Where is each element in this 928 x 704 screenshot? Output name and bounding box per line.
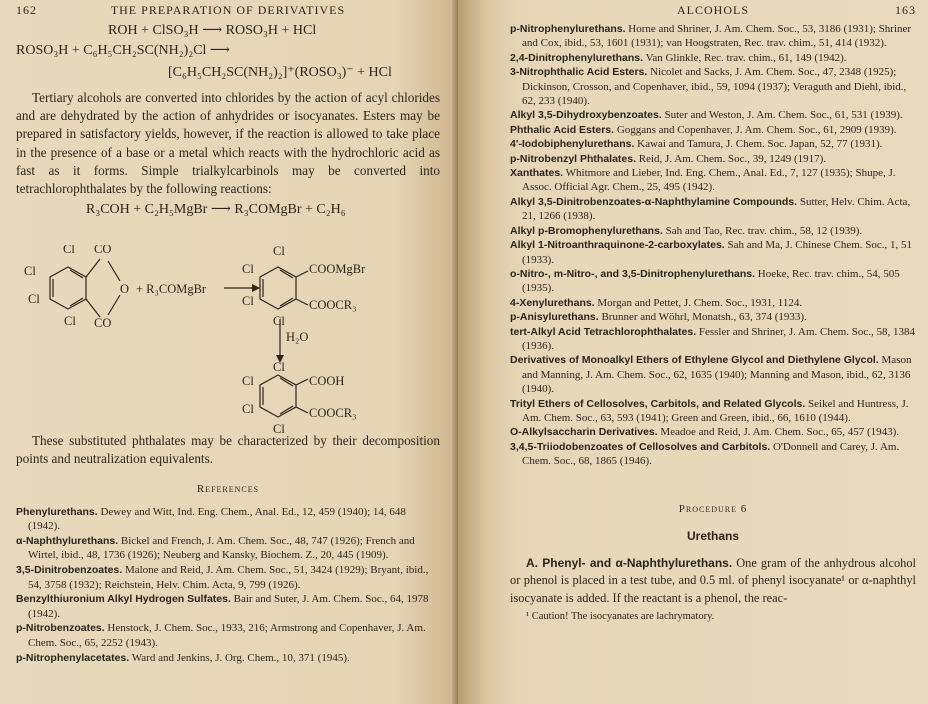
urethans-procedure-paragraph [510, 555, 916, 608]
reference-entry [16, 651, 440, 666]
reference-entry [510, 22, 916, 51]
reference-entry [16, 534, 440, 563]
reference-entry [510, 123, 916, 137]
reference-citation: Ward and Jenkins, J. Org. Chem., 10, 371 (1945). [131, 651, 350, 664]
reference-citation: Bair and Suter, J. Am. Chem. Soc., 64, 1978 (1942). [28, 593, 429, 620]
reference-name: O-Alkylsaccharin Derivatives. [510, 426, 658, 439]
reference-citation: Henstock, J. Chem. Soc., 1933, 216; Armstrong and Copenhaver, J. Am. Chem. Soc., 65, 2252 (1943). [28, 622, 426, 649]
coocr3-label-2: COOCR₃ [309, 406, 357, 420]
reference-citation: Brunner and Wöhrl, Monatsh., 63, 374 (1933). [601, 311, 807, 324]
right-page-number: 163 [895, 3, 916, 17]
reference-citation: Bickel and French, J. Am. Chem. Soc., 48, 747 (1926); French and Wirtel, ibid., 48, 1736 (1926); Neuberg and Kansky, Biochem. Z., 20, 445 (1909). [28, 534, 415, 562]
coomgbr-label: COOMgBr [309, 262, 366, 276]
equation-3: R₃COH + C₂H₅MgBr ⟶ R₃COMgBr + C₂H₆ [86, 202, 346, 218]
reference-citation: Van Glinkle, Rec. trav. chim., 61, 149 (1942). [645, 51, 847, 64]
reference-citation: Kawai and Tamura, J. Chem. Soc. Japan, 52, 77 (1931). [637, 138, 883, 151]
reference-citation: Mason and Manning, J. Am. Chem. Soc., 62, 1635 (1940); Manning and Mason, ibid., 62, 3136 (1940). [522, 354, 912, 396]
reference-name: 4'-Iodobiphenylurethans. [510, 138, 635, 151]
benzene-ring-intermediate [260, 267, 296, 309]
left-running-head [16, 0, 440, 22]
cl-label-6: Cl [242, 262, 254, 276]
right-references-list [510, 22, 916, 469]
cl-label-9: Cl [273, 360, 285, 374]
equation-1: ROH + ClSO₃H ⟶ ROSO₃H + HCl [108, 23, 317, 38]
reference-citation: Sutter, Helv. Chim. Acta, 21, 1266 (1938). [522, 195, 911, 223]
reference-name: Alkyl p-Bromophenylurethans. [510, 224, 663, 237]
reference-entry [510, 166, 916, 195]
water-label: H₂O [286, 330, 309, 344]
grignard-reagent: + R₃COMgBr [136, 282, 207, 296]
cl-label-3: Cl [28, 292, 40, 306]
references-heading: References [196, 482, 260, 495]
cl-label-2: Cl [24, 264, 36, 278]
reference-name: p-Nitrophenylacetates. [16, 651, 130, 664]
reference-entry [510, 310, 916, 324]
equation-2b: [C₆H₅CH₂SC(NH₂)₂]⁺(ROSO₃)⁻ + HCl [168, 65, 392, 80]
reference-name: Trityl Ethers of Cellosolves, Carbitols, and Related Glycols. [510, 397, 806, 410]
reference-name: α-Naphthylurethans. [16, 534, 119, 547]
reference-citation: Horne and Shriner, J. Am. Chem. Soc., 53, 3186 (1931); Shriner and Cox, ibid., 53, 1601 (1931); van Hoogstraten, Rec. trav. chim., 51, 414 (1932). [522, 23, 912, 50]
reference-entry [510, 325, 916, 354]
reference-name: Phenylurethans. [16, 505, 98, 518]
reference-citation: Fessler and Shriner, J. Am. Chem. Soc., 58, 1384 (1936). [522, 325, 916, 352]
cl-label-5: Cl [273, 245, 285, 258]
reference-citation: Seikel and Huntress, J. Am. Chem. Soc., 63, 593 (1941); Green and Green, ibid., 66, 1610 (1944). [522, 397, 909, 424]
reference-citation: Sah and Ma, J. Chinese Chem. Soc., 1, 51 (1933). [522, 239, 913, 266]
reference-entry [16, 621, 440, 650]
cooh-label: COOH [309, 374, 345, 388]
reference-entry [510, 108, 916, 122]
benzene-ring-product [260, 375, 296, 417]
cl-label-8: Cl [273, 314, 285, 328]
co-label-1: CO [94, 245, 112, 256]
cl-label-7: Cl [242, 294, 254, 308]
reference-entry [510, 65, 916, 108]
reference-name: 3,4,5-Triiodobenzoates of Cellosolves and Carbitols. [510, 440, 771, 453]
reference-name: Derivatives of Monoalkyl Ethers of Ethylene Glycol and Diethylene Glycol. [510, 354, 879, 367]
reference-name: 4-Xenylurethans. [510, 296, 595, 309]
paragraph-phthalates: These substituted phthalates may be characterized by their decomposition points and neutralization equivalents. [16, 433, 440, 467]
procedure-label: Procedure 6 [678, 502, 748, 515]
reference-name: 3-Nitrophthalic Acid Esters. [510, 66, 648, 79]
paragraph-tertiary-alcohols: Tertiary alcohols are converted into chlorides by the action of acyl chlorides and are dehydrated by the action of anhydrides or isocyanates. Esters may be prepared in satisfactory yields, however, if the reaction is allowed to take place in the presence of a base or a metal which reacts with the hydrochloric acid as fast as it forms. Simple trialkylcarbinols may be converted into tetrachlorophthalates by the following reactions: [16, 90, 440, 197]
reference-citation: Sah and Tao, Rec. trav. chim., 58, 12 (1939). [665, 224, 863, 237]
tetrachlorophthalate-scheme [16, 245, 446, 435]
reference-citation: Malone and Reid, J. Am. Chem. Soc., 51, 3424 (1929); Bryant, ibid., 54, 3758 (1932); Reichstein, Helv. Chim. Acta, 9, 799 (1926). [28, 564, 429, 591]
reference-entry [510, 425, 916, 439]
reference-entry [510, 397, 916, 426]
footnote: ¹ Caution! The isocyanates are lachrymatory. [526, 611, 715, 623]
reference-citation: Reid, J. Am. Chem. Soc., 39, 1249 (1917). [638, 152, 827, 165]
right-running-title: ALCOHOLS [676, 3, 749, 17]
reference-citation: Nicolet and Sacks, J. Am. Chem. Soc., 47, 2348 (1925); Dickinson, Crosson, and Copenhaver, ibid., 59, 1094 (1937); Veraguth and Diehl, ibid., 62, 233 (1940). [522, 66, 907, 108]
reference-name: Alkyl 3,5-Dihydroxybenzoates. [510, 109, 662, 122]
reference-entry [510, 440, 916, 469]
section-title: Urethans [686, 528, 739, 543]
reference-citation: Dewey and Witt, Ind. Eng. Chem., Anal. Ed., 12, 459 (1940); 14, 648 (1942). [28, 505, 406, 533]
cl-label-12: Cl [273, 422, 285, 435]
reference-entry [510, 238, 916, 267]
reference-entry [510, 296, 916, 310]
subsection-label: A. Phenyl- and α-Naphthylurethans. [526, 555, 733, 570]
cl-label-10: Cl [242, 374, 254, 388]
left-running-title: THE PREPARATION OF DERIVATIVES [110, 3, 346, 17]
reference-name: 2,4-Dinitrophenylurethans. [510, 51, 644, 64]
reference-name: Benzylthiuronium Alkyl Hydrogen Sulfates. [16, 593, 231, 606]
reference-citation: Whitmore and Lieber, Ind. Eng. Chem., Anal. Ed., 7, 127 (1935); Shupe, J. Assoc. Official Agr. Chem., 25, 495 (1942). [522, 167, 896, 194]
reference-name: p-Nitrobenzoates. [16, 622, 105, 635]
cl-label-4: Cl [64, 314, 76, 328]
reference-name: 3,5-Dinitrobenzoates. [16, 564, 123, 576]
reference-name: Phthalic Acid Esters. [510, 123, 615, 136]
reference-entry [16, 505, 440, 534]
reference-name: p-Nitrobenzyl Phthalates. [510, 152, 637, 165]
reference-citation: Hoeke, Rec. trav. chim., 54, 505 (1935). [522, 267, 900, 295]
reference-entry [16, 563, 440, 592]
coocr3-label-1: COOCR₃ [309, 298, 357, 312]
reference-entry [510, 353, 916, 396]
reference-entry [16, 592, 440, 621]
reference-citation: Suter and Weston, J. Am. Chem. Soc., 61, 531 (1939). [664, 109, 903, 122]
co-label-2: CO [94, 316, 112, 330]
subsection-text: One gram of the anhydrous alcohol or phenol is placed in a test tube, and 0.5 ml. of phenyl isocyanate¹ or α-naphthyl isocyanate is added. If the reactant is a phenol, the reac- [510, 555, 916, 605]
benzene-ring-anhydride [50, 267, 86, 309]
reference-name: tert-Alkyl Acid Tetrachlorophthalates. [510, 325, 697, 338]
reference-citation: O'Donnell and Carey, J. Am. Chem. Soc., 68, 1865 (1946). [522, 440, 900, 468]
reference-entry [510, 51, 916, 65]
reference-name: Alkyl 3,5-Dinitrobenzoates-α-Naphthylamine Compounds. [510, 195, 798, 208]
reference-citation: Meadoe and Reid, J. Am. Chem. Soc., 65, 457 (1943). [660, 426, 900, 439]
reference-entry [510, 152, 916, 166]
reference-citation: Goggans and Copenhaver, J. Am. Chem. Soc., 61, 2909 (1939). [616, 123, 897, 136]
equation-2a: ROSO₃H + C₆H₅CH₂SC(NH₂)₂Cl ⟶ [16, 43, 230, 58]
reference-entry [510, 195, 916, 224]
cl-label-11: Cl [242, 402, 254, 416]
right-running-head [510, 0, 916, 22]
reaction-arrow-head [252, 284, 260, 292]
right-page [458, 0, 928, 704]
reference-entry [510, 137, 916, 151]
reference-name: Alkyl 1-Nitroanthraquinone-2-carboxylates. [510, 239, 725, 252]
reference-citation: Morgan and Pettet, J. Chem. Soc., 1931, 1124. [597, 296, 803, 309]
left-references-list [16, 505, 440, 666]
left-page-number: 162 [16, 3, 37, 17]
reference-name: p-Anisylurethans. [510, 311, 599, 324]
o-label: O [120, 282, 130, 296]
reference-name: o-Nitro-, m-Nitro-, and 3,5-Dinitrophenylurethans. [510, 267, 756, 280]
reference-entry [510, 224, 916, 238]
reference-name: p-Nitrophenylurethans. [510, 23, 626, 35]
reference-name: Xanthates. [510, 167, 564, 180]
cl-label-1: Cl [63, 245, 75, 256]
reference-entry [510, 267, 916, 296]
